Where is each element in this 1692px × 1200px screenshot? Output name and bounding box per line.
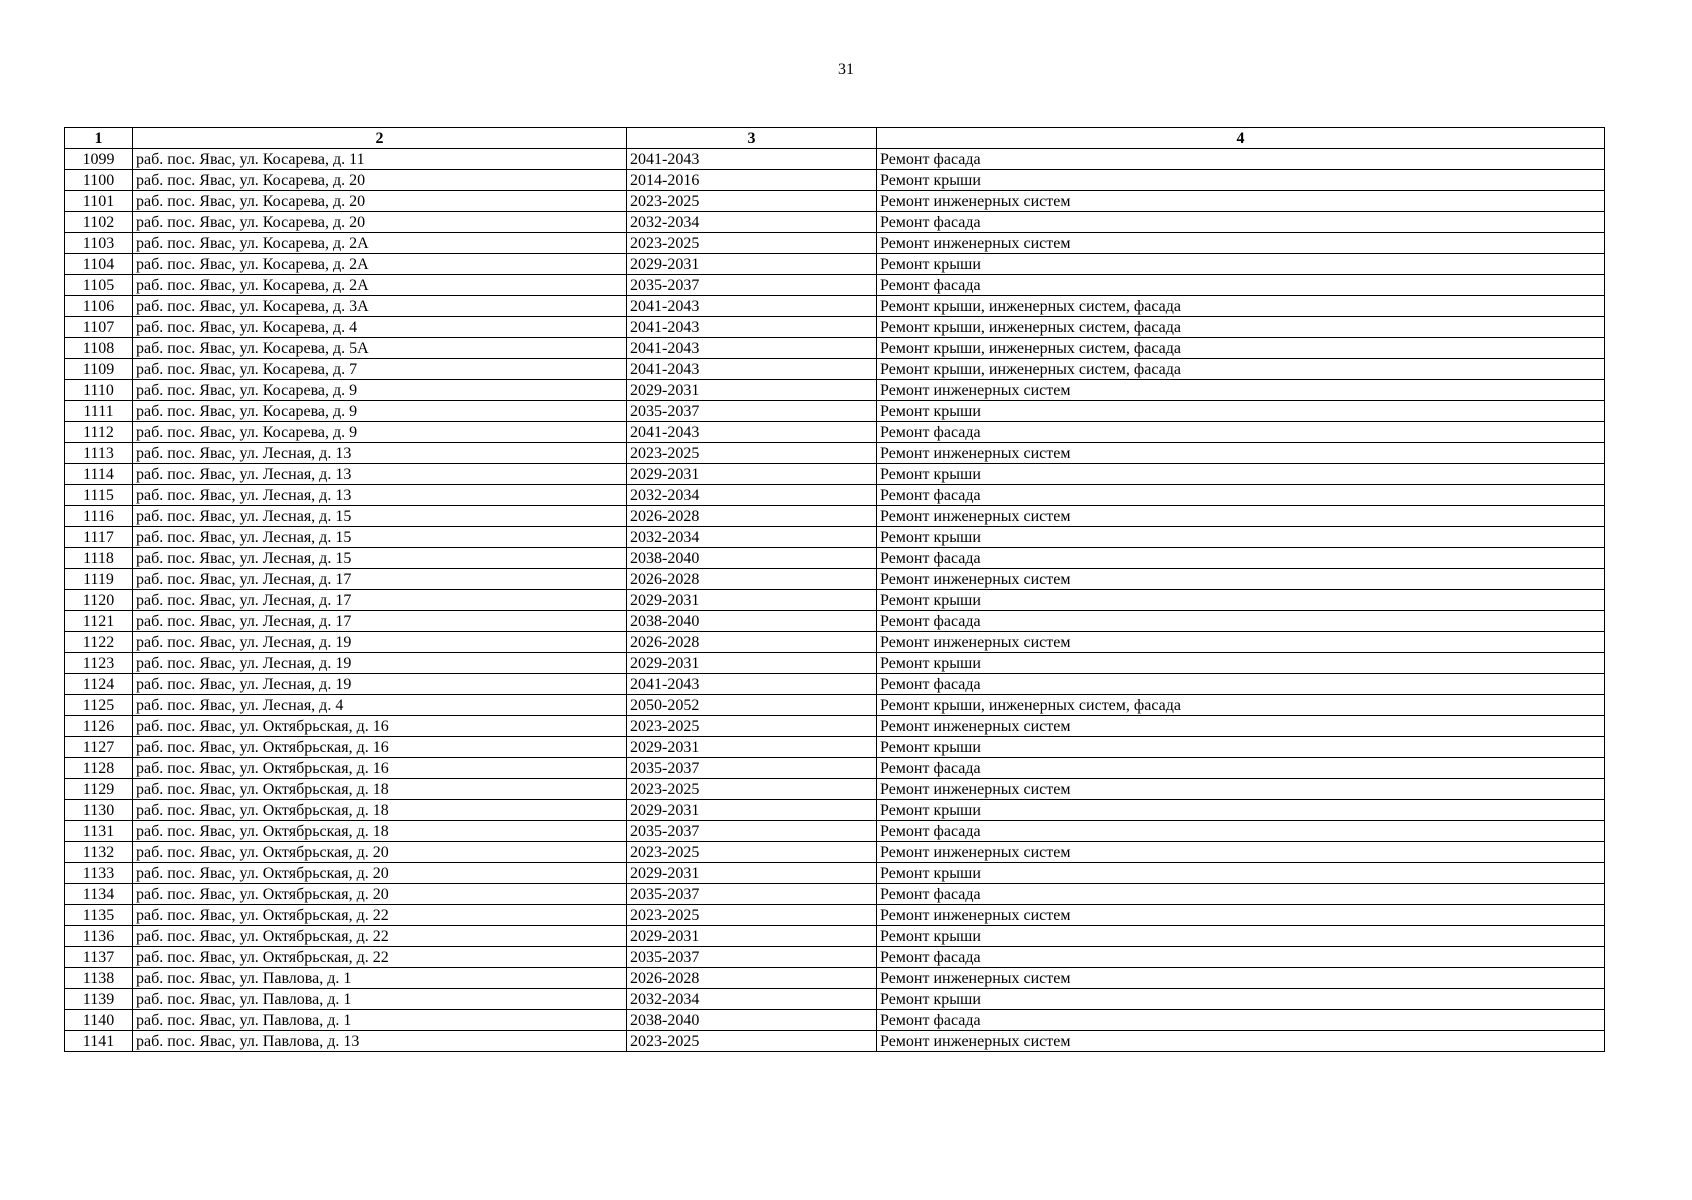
period-cell: 2035-2037 [627, 275, 877, 296]
row-number-cell: 1107 [65, 317, 133, 338]
address-cell: раб. пос. Явас, ул. Косарева, д. 9 [133, 401, 627, 422]
period-cell: 2023-2025 [627, 842, 877, 863]
row-number-cell: 1127 [65, 737, 133, 758]
period-cell: 2032-2034 [627, 989, 877, 1010]
work-type-cell: Ремонт фасада [877, 212, 1605, 233]
work-type-cell: Ремонт крыши [877, 464, 1605, 485]
work-type-cell: Ремонт фасада [877, 1010, 1605, 1031]
table-row [65, 317, 1605, 338]
period-cell: 2029-2031 [627, 926, 877, 947]
row-number-cell: 1111 [65, 401, 133, 422]
row-number-cell: 1140 [65, 1010, 133, 1031]
table-row [65, 926, 1605, 947]
address-cell: раб. пос. Явас, ул. Павлова, д. 1 [133, 1010, 627, 1031]
table-row [65, 1010, 1605, 1031]
row-number-cell: 1101 [65, 191, 133, 212]
address-cell: раб. пос. Явас, ул. Косарева, д. 5А [133, 338, 627, 359]
table-row [65, 191, 1605, 212]
table-row [65, 842, 1605, 863]
period-cell: 2029-2031 [627, 254, 877, 275]
row-number-cell: 1136 [65, 926, 133, 947]
address-cell: раб. пос. Явас, ул. Лесная, д. 19 [133, 653, 627, 674]
address-cell: раб. пос. Явас, ул. Косарева, д. 2А [133, 254, 627, 275]
row-number-cell: 1103 [65, 233, 133, 254]
work-type-cell: Ремонт крыши [877, 737, 1605, 758]
address-cell: раб. пос. Явас, ул. Косарева, д. 2А [133, 275, 627, 296]
row-number-cell: 1119 [65, 569, 133, 590]
period-cell: 2029-2031 [627, 737, 877, 758]
address-cell: раб. пос. Явас, ул. Косарева, д. 20 [133, 170, 627, 191]
address-cell: раб. пос. Явас, ул. Октябрьская, д. 22 [133, 926, 627, 947]
period-cell: 2029-2031 [627, 380, 877, 401]
address-cell: раб. пос. Явас, ул. Лесная, д. 17 [133, 569, 627, 590]
table-row [65, 905, 1605, 926]
row-number-cell: 1128 [65, 758, 133, 779]
table-row [65, 464, 1605, 485]
address-cell: раб. пос. Явас, ул. Октябрьская, д. 16 [133, 737, 627, 758]
table-row [65, 968, 1605, 989]
row-number-cell: 1134 [65, 884, 133, 905]
row-number-cell: 1117 [65, 527, 133, 548]
period-cell: 2041-2043 [627, 674, 877, 695]
table-row [65, 275, 1605, 296]
work-type-cell: Ремонт крыши [877, 989, 1605, 1010]
work-type-cell: Ремонт инженерных систем [877, 191, 1605, 212]
column-header-period: 3 [627, 128, 877, 149]
work-type-cell: Ремонт фасада [877, 611, 1605, 632]
table-row [65, 947, 1605, 968]
address-cell: раб. пос. Явас, ул. Лесная, д. 15 [133, 548, 627, 569]
table-row [65, 569, 1605, 590]
address-cell: раб. пос. Явас, ул. Октябрьская, д. 16 [133, 758, 627, 779]
table-row [65, 170, 1605, 191]
work-type-cell: Ремонт крыши [877, 401, 1605, 422]
period-cell: 2029-2031 [627, 464, 877, 485]
work-type-cell: Ремонт инженерных систем [877, 842, 1605, 863]
table-row [65, 338, 1605, 359]
row-number-cell: 1135 [65, 905, 133, 926]
row-number-cell: 1133 [65, 863, 133, 884]
table-row [65, 233, 1605, 254]
work-type-cell: Ремонт крыши [877, 590, 1605, 611]
work-type-cell: Ремонт фасада [877, 947, 1605, 968]
period-cell: 2041-2043 [627, 296, 877, 317]
column-header-number: 1 [65, 128, 133, 149]
period-cell: 2035-2037 [627, 401, 877, 422]
page-number: 31 [838, 61, 854, 78]
table-row [65, 212, 1605, 233]
period-cell: 2041-2043 [627, 149, 877, 170]
work-type-cell: Ремонт фасада [877, 275, 1605, 296]
address-cell: раб. пос. Явас, ул. Октябрьская, д. 20 [133, 863, 627, 884]
row-number-cell: 1105 [65, 275, 133, 296]
work-type-cell: Ремонт фасада [877, 758, 1605, 779]
address-cell: раб. пос. Явас, ул. Косарева, д. 9 [133, 380, 627, 401]
address-cell: раб. пос. Явас, ул. Лесная, д. 19 [133, 674, 627, 695]
work-type-cell: Ремонт инженерных систем [877, 632, 1605, 653]
work-type-cell: Ремонт инженерных систем [877, 1031, 1605, 1052]
table-row [65, 1031, 1605, 1052]
work-type-cell: Ремонт фасада [877, 149, 1605, 170]
table-row [65, 653, 1605, 674]
table-row [65, 884, 1605, 905]
work-type-cell: Ремонт крыши, инженерных систем, фасада [877, 359, 1605, 380]
work-type-cell: Ремонт крыши [877, 254, 1605, 275]
row-number-cell: 1112 [65, 422, 133, 443]
work-type-cell: Ремонт инженерных систем [877, 716, 1605, 737]
period-cell: 2029-2031 [627, 800, 877, 821]
repair-schedule-table [64, 127, 1605, 1052]
table-row [65, 401, 1605, 422]
row-number-cell: 1118 [65, 548, 133, 569]
table-row [65, 548, 1605, 569]
period-cell: 2038-2040 [627, 548, 877, 569]
row-number-cell: 1138 [65, 968, 133, 989]
work-type-cell: Ремонт крыши [877, 653, 1605, 674]
work-type-cell: Ремонт инженерных систем [877, 443, 1605, 464]
period-cell: 2026-2028 [627, 968, 877, 989]
address-cell: раб. пос. Явас, ул. Октябрьская, д. 20 [133, 884, 627, 905]
address-cell: раб. пос. Явас, ул. Косарева, д. 20 [133, 191, 627, 212]
period-cell: 2041-2043 [627, 338, 877, 359]
work-type-cell: Ремонт крыши [877, 800, 1605, 821]
work-type-cell: Ремонт крыши [877, 863, 1605, 884]
period-cell: 2026-2028 [627, 569, 877, 590]
address-cell: раб. пос. Явас, ул. Лесная, д. 13 [133, 485, 627, 506]
address-cell: раб. пос. Явас, ул. Павлова, д. 13 [133, 1031, 627, 1052]
work-type-cell: Ремонт инженерных систем [877, 380, 1605, 401]
period-cell: 2041-2043 [627, 359, 877, 380]
address-cell: раб. пос. Явас, ул. Лесная, д. 15 [133, 527, 627, 548]
address-cell: раб. пос. Явас, ул. Октябрьская, д. 22 [133, 905, 627, 926]
table-row [65, 380, 1605, 401]
column-header-address: 2 [133, 128, 627, 149]
table-row [65, 800, 1605, 821]
period-cell: 2026-2028 [627, 506, 877, 527]
table-row [65, 989, 1605, 1010]
period-cell: 2050-2052 [627, 695, 877, 716]
address-cell: раб. пос. Явас, ул. Октябрьская, д. 22 [133, 947, 627, 968]
work-type-cell: Ремонт инженерных систем [877, 779, 1605, 800]
row-number-cell: 1099 [65, 149, 133, 170]
row-number-cell: 1125 [65, 695, 133, 716]
work-type-cell: Ремонт инженерных систем [877, 905, 1605, 926]
row-number-cell: 1130 [65, 800, 133, 821]
row-number-cell: 1115 [65, 485, 133, 506]
address-cell: раб. пос. Явас, ул. Октябрьская, д. 18 [133, 779, 627, 800]
period-cell: 2041-2043 [627, 317, 877, 338]
address-cell: раб. пос. Явас, ул. Косарева, д. 4 [133, 317, 627, 338]
table-row [65, 758, 1605, 779]
row-number-cell: 1114 [65, 464, 133, 485]
period-cell: 2032-2034 [627, 527, 877, 548]
table-row [65, 695, 1605, 716]
address-cell: раб. пос. Явас, ул. Косарева, д. 3А [133, 296, 627, 317]
table-row [65, 611, 1605, 632]
address-cell: раб. пос. Явас, ул. Косарева, д. 2А [133, 233, 627, 254]
address-cell: раб. пос. Явас, ул. Лесная, д. 19 [133, 632, 627, 653]
table-row [65, 359, 1605, 380]
address-cell: раб. пос. Явас, ул. Лесная, д. 15 [133, 506, 627, 527]
row-number-cell: 1116 [65, 506, 133, 527]
row-number-cell: 1104 [65, 254, 133, 275]
address-cell: раб. пос. Явас, ул. Косарева, д. 7 [133, 359, 627, 380]
period-cell: 2032-2034 [627, 485, 877, 506]
address-cell: раб. пос. Явас, ул. Косарева, д. 20 [133, 212, 627, 233]
column-header-work-type: 4 [877, 128, 1605, 149]
row-number-cell: 1106 [65, 296, 133, 317]
period-cell: 2023-2025 [627, 905, 877, 926]
table-row [65, 737, 1605, 758]
row-number-cell: 1113 [65, 443, 133, 464]
table-row [65, 632, 1605, 653]
work-type-cell: Ремонт крыши [877, 926, 1605, 947]
table-header-row [65, 128, 1605, 149]
period-cell: 2038-2040 [627, 611, 877, 632]
address-cell: раб. пос. Явас, ул. Октябрьская, д. 18 [133, 800, 627, 821]
period-cell: 2023-2025 [627, 1031, 877, 1052]
table-row [65, 674, 1605, 695]
period-cell: 2023-2025 [627, 191, 877, 212]
work-type-cell: Ремонт фасада [877, 548, 1605, 569]
address-cell: раб. пос. Явас, ул. Лесная, д. 4 [133, 695, 627, 716]
address-cell: раб. пос. Явас, ул. Павлова, д. 1 [133, 968, 627, 989]
address-cell: раб. пос. Явас, ул. Октябрьская, д. 18 [133, 821, 627, 842]
work-type-cell: Ремонт крыши, инженерных систем, фасада [877, 695, 1605, 716]
table-row [65, 296, 1605, 317]
work-type-cell: Ремонт крыши, инженерных систем, фасада [877, 296, 1605, 317]
row-number-cell: 1126 [65, 716, 133, 737]
row-number-cell: 1139 [65, 989, 133, 1010]
table-row [65, 821, 1605, 842]
table-row [65, 443, 1605, 464]
period-cell: 2014-2016 [627, 170, 877, 191]
work-type-cell: Ремонт инженерных систем [877, 968, 1605, 989]
period-cell: 2023-2025 [627, 716, 877, 737]
period-cell: 2035-2037 [627, 821, 877, 842]
address-cell: раб. пос. Явас, ул. Октябрьская, д. 16 [133, 716, 627, 737]
row-number-cell: 1141 [65, 1031, 133, 1052]
table-row [65, 422, 1605, 443]
row-number-cell: 1129 [65, 779, 133, 800]
work-type-cell: Ремонт инженерных систем [877, 506, 1605, 527]
work-type-cell: Ремонт крыши [877, 527, 1605, 548]
work-type-cell: Ремонт фасада [877, 821, 1605, 842]
row-number-cell: 1108 [65, 338, 133, 359]
table-row [65, 779, 1605, 800]
row-number-cell: 1102 [65, 212, 133, 233]
period-cell: 2041-2043 [627, 422, 877, 443]
table-body [65, 149, 1605, 1052]
row-number-cell: 1131 [65, 821, 133, 842]
row-number-cell: 1132 [65, 842, 133, 863]
address-cell: раб. пос. Явас, ул. Косарева, д. 9 [133, 422, 627, 443]
row-number-cell: 1122 [65, 632, 133, 653]
period-cell: 2038-2040 [627, 1010, 877, 1031]
address-cell: раб. пос. Явас, ул. Павлова, д. 1 [133, 989, 627, 1010]
address-cell: раб. пос. Явас, ул. Лесная, д. 13 [133, 464, 627, 485]
period-cell: 2023-2025 [627, 779, 877, 800]
row-number-cell: 1110 [65, 380, 133, 401]
address-cell: раб. пос. Явас, ул. Лесная, д. 17 [133, 611, 627, 632]
row-number-cell: 1121 [65, 611, 133, 632]
period-cell: 2029-2031 [627, 590, 877, 611]
period-cell: 2035-2037 [627, 947, 877, 968]
work-type-cell: Ремонт крыши, инженерных систем, фасада [877, 317, 1605, 338]
table-row [65, 863, 1605, 884]
period-cell: 2029-2031 [627, 863, 877, 884]
work-type-cell: Ремонт фасада [877, 485, 1605, 506]
period-cell: 2035-2037 [627, 758, 877, 779]
work-type-cell: Ремонт инженерных систем [877, 569, 1605, 590]
period-cell: 2032-2034 [627, 212, 877, 233]
row-number-cell: 1120 [65, 590, 133, 611]
table-row [65, 527, 1605, 548]
work-type-cell: Ремонт фасада [877, 422, 1605, 443]
address-cell: раб. пос. Явас, ул. Лесная, д. 13 [133, 443, 627, 464]
table-row [65, 149, 1605, 170]
address-cell: раб. пос. Явас, ул. Октябрьская, д. 20 [133, 842, 627, 863]
period-cell: 2023-2025 [627, 233, 877, 254]
table-row [65, 506, 1605, 527]
row-number-cell: 1124 [65, 674, 133, 695]
table-row [65, 590, 1605, 611]
period-cell: 2026-2028 [627, 632, 877, 653]
work-type-cell: Ремонт крыши, инженерных систем, фасада [877, 338, 1605, 359]
row-number-cell: 1109 [65, 359, 133, 380]
row-number-cell: 1123 [65, 653, 133, 674]
work-type-cell: Ремонт крыши [877, 170, 1605, 191]
table-row [65, 254, 1605, 275]
row-number-cell: 1137 [65, 947, 133, 968]
address-cell: раб. пос. Явас, ул. Косарева, д. 11 [133, 149, 627, 170]
period-cell: 2035-2037 [627, 884, 877, 905]
period-cell: 2023-2025 [627, 443, 877, 464]
period-cell: 2029-2031 [627, 653, 877, 674]
table-row [65, 716, 1605, 737]
work-type-cell: Ремонт фасада [877, 884, 1605, 905]
work-type-cell: Ремонт инженерных систем [877, 233, 1605, 254]
work-type-cell: Ремонт фасада [877, 674, 1605, 695]
row-number-cell: 1100 [65, 170, 133, 191]
address-cell: раб. пос. Явас, ул. Лесная, д. 17 [133, 590, 627, 611]
table-row [65, 485, 1605, 506]
